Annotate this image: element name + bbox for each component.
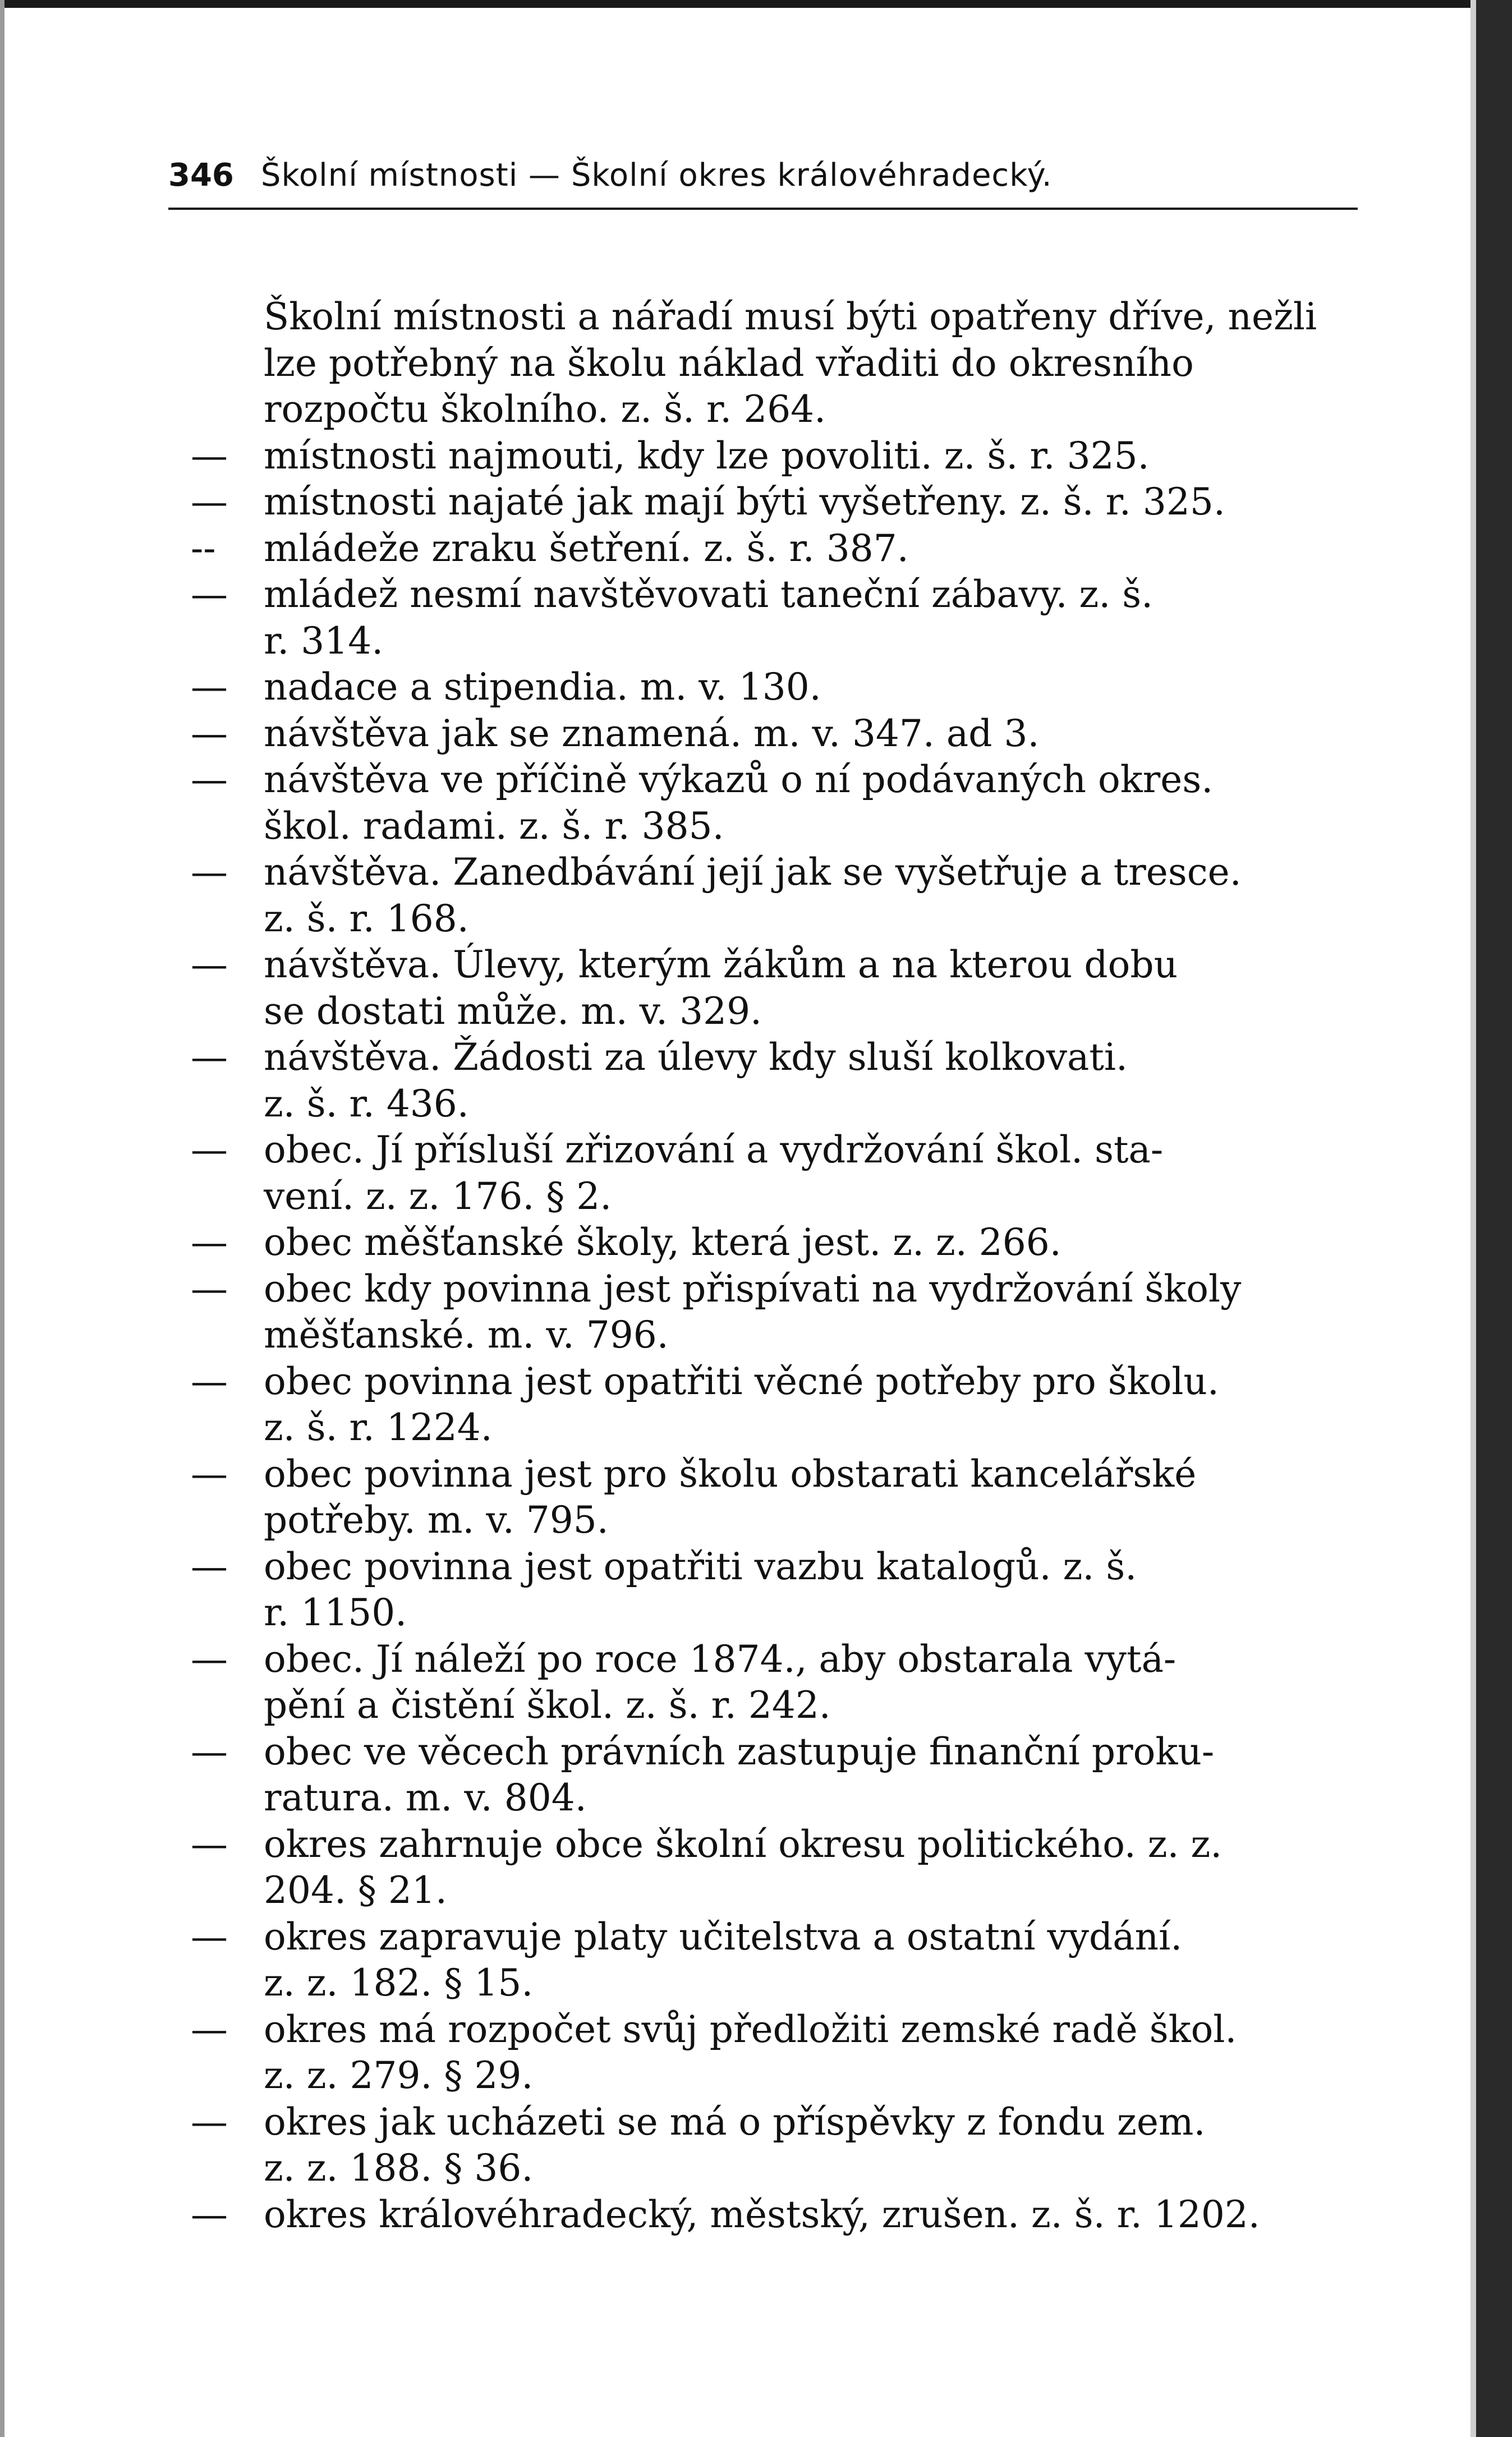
entry-text: obec ve věcech právních zastupuje finanční proku-: [264, 1730, 1215, 1773]
index-entry: [168, 433, 1358, 480]
index-entry-continuation: [168, 988, 1358, 1035]
entry-text: návštěva. Úlevy, kterým žákům a na kterou dobu: [264, 943, 1178, 986]
entry-dash: —: [191, 1637, 228, 1681]
entry-dash: —: [191, 1036, 228, 1079]
entry-text: návštěva jak se znamená. m. v. 347. ad 3.: [264, 711, 1040, 755]
entry-text: měšťanské. m. v. 796.: [264, 1313, 669, 1357]
index-entry: [168, 1220, 1358, 1266]
entry-dash: —: [191, 758, 228, 801]
entry-text: Školní místnosti a nářadí musí býti opatřeny dříve, nežli: [264, 295, 1317, 338]
entry-dash: —: [191, 1544, 228, 1588]
entry-text: okres zahrnuje obce školní okresu politického. z. z.: [264, 1822, 1223, 1866]
entry-text: z. š. r. 1224.: [264, 1406, 493, 1449]
entry-dash: —: [191, 1452, 228, 1496]
index-entry-continuation: [168, 2145, 1358, 2192]
index-entry-continuation: [168, 1960, 1358, 2007]
index-entry-continuation: [168, 341, 1358, 387]
entry-text: z. š. r. 436.: [264, 1082, 469, 1125]
entry-text: z. z. 188. § 36.: [264, 2146, 534, 2190]
entry-text: návštěva ve příčině výkazů o ní podávaných okres.: [264, 758, 1214, 801]
entry-dash: —: [191, 480, 228, 523]
scan-top-edge: [0, 0, 1512, 8]
entry-dash: —: [191, 573, 228, 616]
entry-text: lze potřebný na školu náklad vřaditi do okresního: [264, 341, 1194, 385]
entry-text: 204. § 21.: [264, 1869, 447, 1912]
index-entry-continuation: [168, 1868, 1358, 1914]
index-entry: [168, 526, 1358, 572]
entry-text: mládež nesmí navštěvovati taneční zábavy. z. š.: [264, 573, 1153, 616]
scan-left-edge: [0, 0, 4, 2437]
entry-text: pění a čistění škol. z. š. r. 242.: [264, 1684, 831, 1727]
running-head: [168, 157, 1358, 210]
index-entry: [168, 664, 1358, 711]
index-entry: [168, 1266, 1358, 1313]
index-entry-continuation: [168, 618, 1358, 665]
index-entry: [168, 1034, 1358, 1081]
entry-text: obec povinna jest opatřiti věcné potřeby pro školu.: [264, 1359, 1219, 1403]
entry-text: místnosti najmouti, kdy lze povoliti. z. š. r. 325.: [264, 434, 1150, 477]
index-entry: [168, 479, 1358, 526]
index-entry: [168, 1127, 1358, 1174]
entry-dash: —: [191, 850, 228, 894]
entry-text: z. š. r. 168.: [264, 896, 469, 940]
entry-text: obec kdy povinna jest přispívati na vydržování školy: [264, 1267, 1242, 1311]
entry-dash: —: [191, 711, 228, 755]
entry-dash: --: [191, 526, 216, 570]
entry-dash: —: [191, 2100, 228, 2144]
scan-right-edge: [1476, 0, 1512, 2437]
entry-text: ratura. m. v. 804.: [264, 1776, 587, 1819]
entry-text: nadace a stipendia. m. v. 130.: [264, 665, 821, 709]
index-entry-continuation: [168, 2053, 1358, 2099]
index-entries: [168, 294, 1358, 2238]
entry-text: obec měšťanské školy, která jest. z. z. 266.: [264, 1221, 1061, 1264]
entry-text: obec povinna jest opatřiti vazbu katalogů. z. š.: [264, 1544, 1137, 1588]
entry-dash: —: [191, 1822, 228, 1866]
entry-dash: —: [191, 1730, 228, 1773]
entry-text: obec povinna jest pro školu obstarati kancelářské: [264, 1452, 1197, 1496]
page-number: 346: [168, 157, 234, 194]
entry-dash: —: [191, 1915, 228, 1958]
entry-text: vení. z. z. 176. § 2.: [264, 1174, 612, 1218]
index-entry: [168, 2192, 1358, 2238]
entry-text: z. z. 279. § 29.: [264, 2054, 534, 2097]
entry-text: rozpočtu školního. z. š. r. 264.: [264, 388, 826, 431]
entry-text: potřeby. m. v. 795.: [264, 1498, 609, 1542]
entry-text: obec. Jí náleží po roce 1874., aby obstarala vytá-: [264, 1637, 1176, 1681]
index-entry-continuation: [168, 1081, 1358, 1128]
index-entry-continuation: [168, 1405, 1358, 1451]
entry-text: r. 314.: [264, 619, 384, 663]
index-entry-continuation: [168, 896, 1358, 942]
index-entry: [168, 2007, 1358, 2053]
entry-text: z. z. 182. § 15.: [264, 1961, 534, 2004]
index-entry: [168, 1729, 1358, 1776]
entry-text: okres má rozpočet svůj předložiti zemské radě škol.: [264, 2007, 1237, 2051]
index-entry-continuation: [168, 1312, 1358, 1359]
entry-text: okres jak ucházeti se má o příspěvky z fondu zem.: [264, 2100, 1206, 2144]
index-entry-continuation: [168, 1775, 1358, 1822]
scan-right-shadow: [1470, 0, 1476, 2437]
entry-text: okres královéhradecký, městský, zrušen. z. š. r. 1202.: [264, 2192, 1260, 2236]
entry-text: místnosti najaté jak mají býti vyšetřeny. z. š. r. 325.: [264, 480, 1225, 523]
entry-dash: —: [191, 2192, 228, 2236]
running-title: Školní místnosti — Školní okres královéhradecký.: [260, 157, 1053, 194]
index-entry-continuation: [168, 803, 1358, 850]
index-entry: [168, 1544, 1358, 1590]
entry-dash: —: [191, 1128, 228, 1171]
index-entry: [168, 1822, 1358, 1868]
index-entry: [168, 1636, 1358, 1683]
index-entry: [168, 942, 1358, 988]
entry-text: návštěva. Žádosti za úlevy kdy sluší kolkovati.: [264, 1036, 1128, 1079]
index-entry: [168, 1451, 1358, 1498]
index-entry-continuation: [168, 1590, 1358, 1636]
index-entry: [168, 572, 1358, 618]
entry-text: mládeže zraku šetření. z. š. r. 387.: [264, 526, 909, 570]
entry-text: r. 1150.: [264, 1591, 407, 1634]
entry-text: se dostati může. m. v. 329.: [264, 989, 762, 1033]
entry-dash: —: [191, 1267, 228, 1311]
entry-dash: —: [191, 665, 228, 709]
entry-dash: —: [191, 943, 228, 986]
book-page: [168, 157, 1358, 2238]
index-entry: [168, 1359, 1358, 1405]
entry-dash: —: [191, 2007, 228, 2051]
index-entry-continuation: [168, 1682, 1358, 1729]
index-entry: [168, 711, 1358, 757]
index-entry: [168, 294, 1358, 341]
entry-dash: —: [191, 1359, 228, 1403]
entry-dash: —: [191, 1221, 228, 1264]
index-entry-continuation: [168, 1497, 1358, 1544]
entry-text: návštěva. Zanedbávání její jak se vyšetřuje a tresce.: [264, 850, 1242, 894]
index-entry: [168, 2099, 1358, 2146]
entry-text: okres zapravuje platy učitelstva a ostatní vydání.: [264, 1915, 1183, 1958]
entry-text: obec. Jí přísluší zřizování a vydržování škol. sta-: [264, 1128, 1164, 1171]
entry-dash: —: [191, 434, 228, 477]
index-entry-continuation: [168, 387, 1358, 433]
index-entry: [168, 757, 1358, 803]
index-entry-continuation: [168, 1174, 1358, 1220]
index-entry: [168, 849, 1358, 896]
index-entry: [168, 1914, 1358, 1961]
entry-text: škol. radami. z. š. r. 385.: [264, 804, 724, 848]
